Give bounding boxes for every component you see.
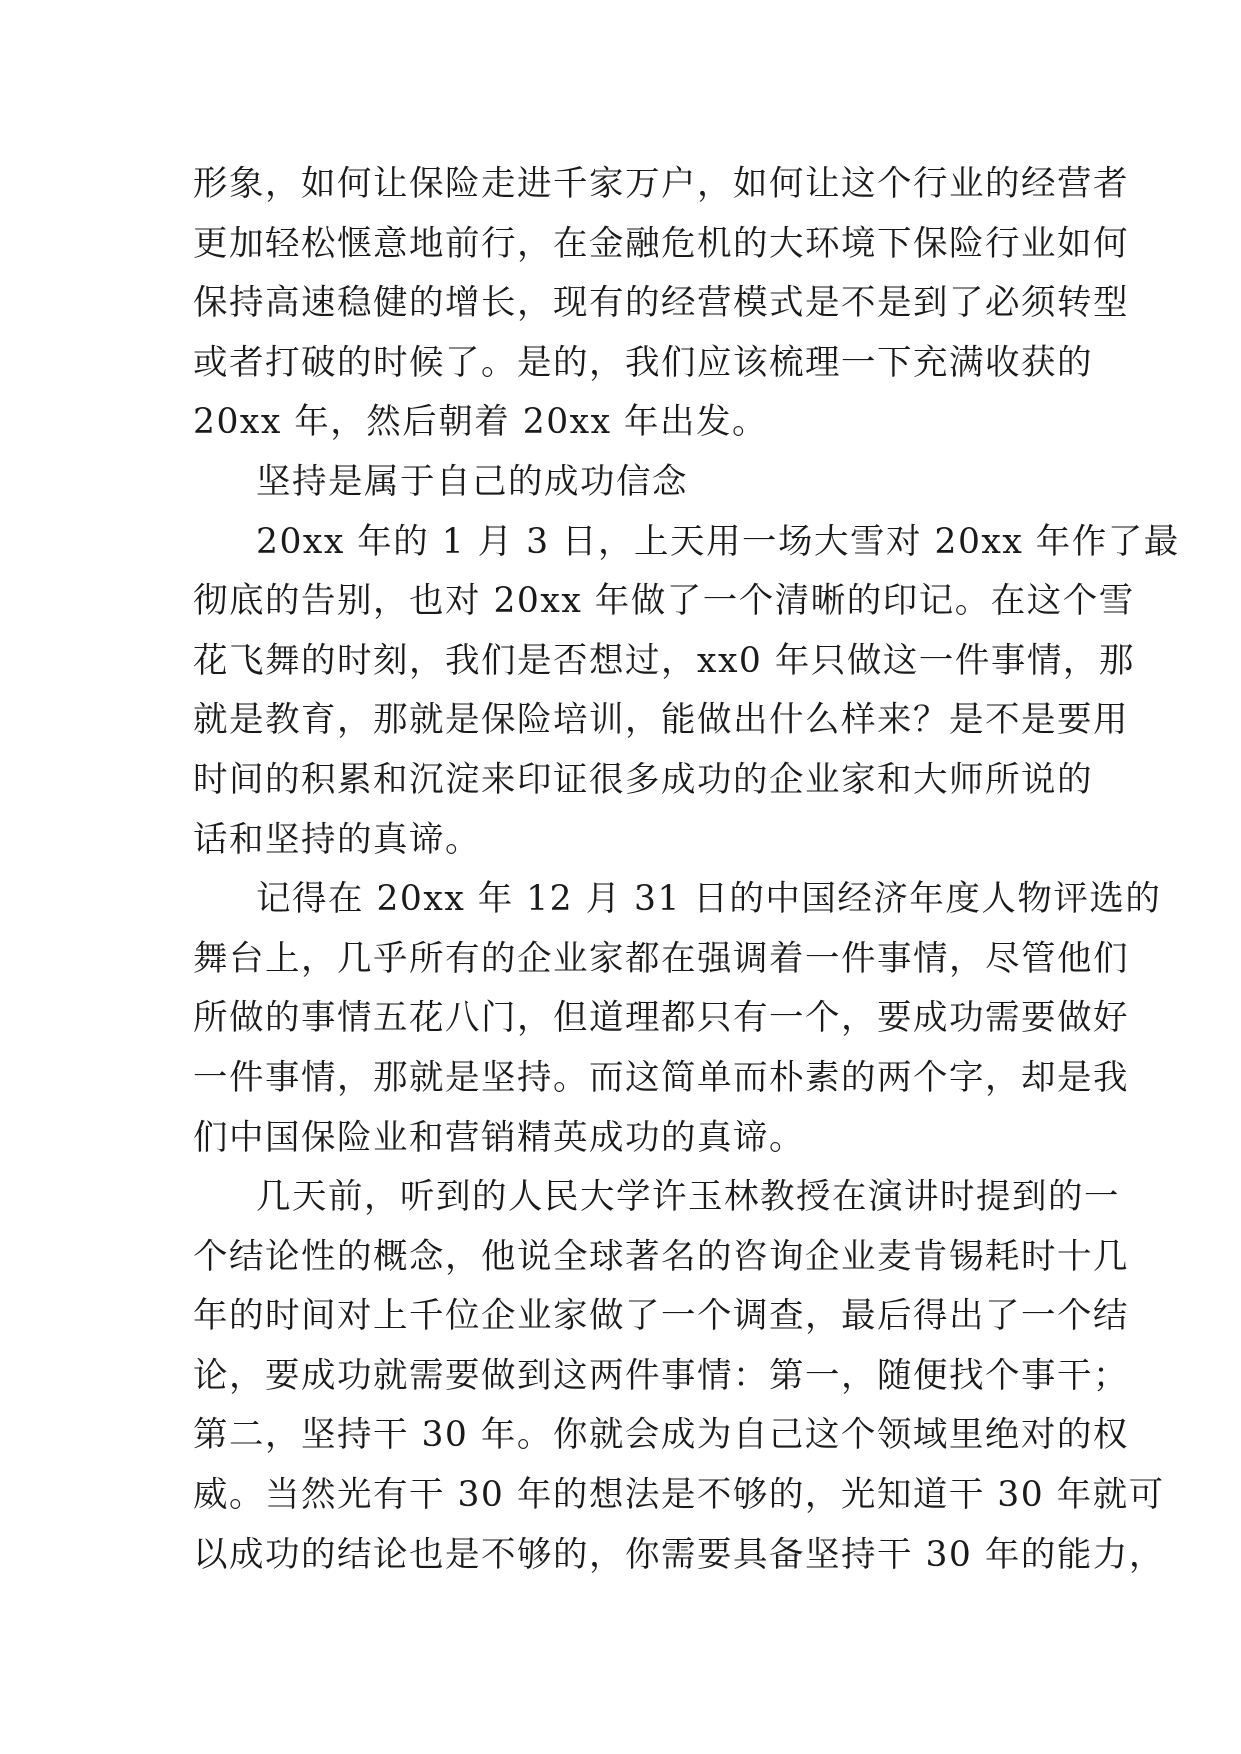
- paragraph-line: 彻底的告别，也对 20xx 年做了一个清晰的印记。在这个雪: [193, 581, 1135, 622]
- paragraph-line: 20xx 年的 1 月 3 日，上天用一场大雪对 20xx 年作了最: [256, 521, 1180, 562]
- paragraph-line: 以成功的结论也是不够的，你需要具备坚持干 30 年的能力，: [193, 1534, 1165, 1575]
- paragraph-line: 第二，坚持干 30 年。你就会成为自己这个领域里绝对的权: [193, 1415, 1129, 1456]
- paragraph-line: 论，要成功就需要做到这两件事情：第一，随便找个事干；: [193, 1355, 1129, 1396]
- paragraph-line: 威。当然光有干 30 年的想法是不够的，光知道干 30 年就可: [193, 1475, 1165, 1516]
- paragraph-line: 保持高速稳健的增长，现有的经营模式是不是到了必须转型: [193, 283, 1129, 324]
- section-heading: 坚持是属于自己的成功信念: [256, 461, 688, 502]
- document-body: [193, 155, 1180, 1585]
- paragraph-line: 话和坚持的真谛。: [193, 819, 481, 860]
- paragraph-line: 花飞舞的时刻，我们是否想过，xx0 年只做这一件事情，那: [193, 640, 1135, 681]
- paragraph-line: 更加轻松惬意地前行，在金融危机的大环境下保险行业如何: [193, 223, 1129, 264]
- paragraph-line: 时间的积累和沉淀来印证很多成功的企业家和大师所说的: [193, 759, 1093, 800]
- paragraph-line: 年的时间对上千位企业家做了一个调查，最后得出了一个结: [193, 1296, 1129, 1337]
- paragraph-line: 一件事情，那就是坚持。而这简单而朴素的两个字，却是我: [193, 1057, 1129, 1098]
- paragraph-line: 或者打破的时候了。是的，我们应该梳理一下充满收获的: [193, 342, 1093, 383]
- paragraph-line: 记得在 20xx 年 12 月 31 日的中国经济年度人物评选的: [256, 879, 1162, 920]
- paragraph-line: 就是教育，那就是保险培训，能做出什么样来？是不是要用: [193, 700, 1129, 741]
- paragraph-line: 个结论性的概念，他说全球著名的咨询企业麦肯锡耗时十几: [193, 1236, 1129, 1277]
- paragraph-line: 舞台上，几乎所有的企业家都在强调着一件事情，尽管他们: [193, 938, 1129, 979]
- paragraph-line: 所做的事情五花八门，但道理都只有一个，要成功需要做好: [193, 998, 1129, 1039]
- paragraph-line: 几天前，听到的人民大学许玉林教授在演讲时提到的一: [256, 1177, 1120, 1218]
- paragraph-line: 们中国保险业和营销精英成功的真谛。: [193, 1117, 805, 1158]
- paragraph-line: 形象，如何让保险走进千家万户，如何让这个行业的经营者: [193, 164, 1129, 204]
- paragraph-line: 20xx 年，然后朝着 20xx 年出发。: [193, 402, 769, 443]
